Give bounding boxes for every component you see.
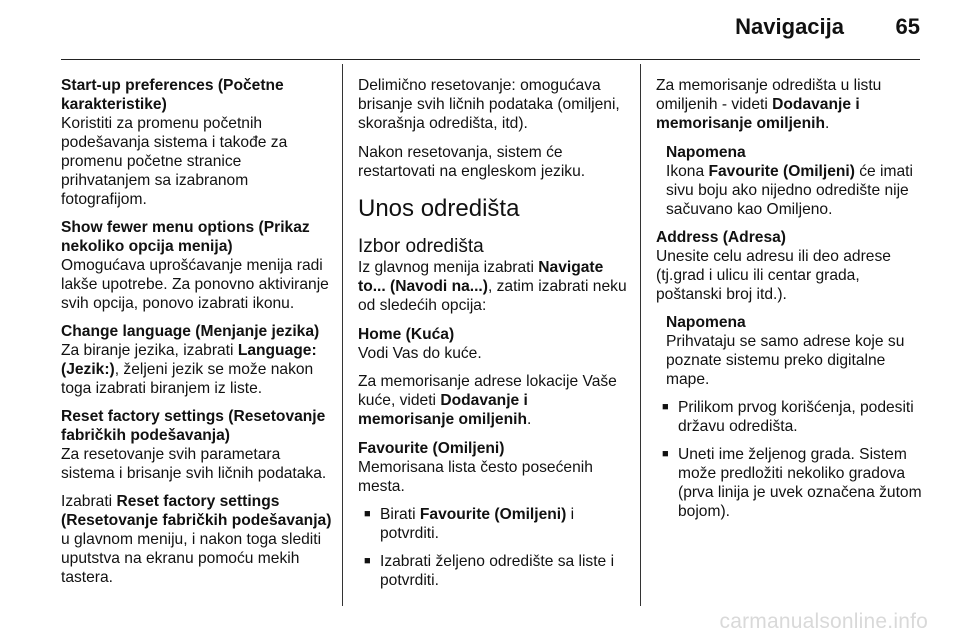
note-address — [666, 313, 924, 389]
favourite-section — [358, 439, 628, 496]
reset-body: Za resetovanje svih parametara sistema i brisanje svih ličnih podataka. — [61, 446, 327, 482]
reset-section — [61, 407, 333, 483]
home-body: Vodi Vas do kuće. — [358, 345, 482, 362]
watermark: carmanualsonline.info — [719, 610, 928, 633]
startup-section — [61, 76, 333, 209]
home-store-link: Dodavanje i memorisanje omiljenih — [358, 392, 528, 428]
fewer-options-body: Omogućava uprošćavanje menija radi lakše upotrebe. Za ponovno aktiviranje svih opcija, ponovo izabrati ikonu. — [61, 257, 329, 312]
bullet-square-icon: ■ — [662, 401, 669, 413]
favourite-body: Memorisana lista često posećenih mesta. — [358, 459, 593, 495]
language-body-bold: Language: (Jezik:) — [61, 342, 317, 378]
note2-body: Prihvataju se samo adrese koje su poznate sistemu preko digitalne mape. — [666, 333, 905, 388]
bullet-text: Izabrati željeno odredište sa liste i potvrditi. — [380, 553, 615, 589]
reset-instr-2: u glavnom meniju, i nakon toga slediti uputstva na ekranu pomoću mekih tastera. — [61, 531, 322, 586]
language-section — [61, 322, 333, 398]
language-title: Change language (Menjanje jezika) — [61, 323, 320, 340]
address-section — [656, 228, 924, 304]
note-favourite — [666, 143, 924, 219]
bullet-bold: Favourite (Omiljeni) — [419, 506, 567, 523]
list-item — [656, 445, 924, 521]
home-store-text — [358, 372, 628, 429]
language-body-1: Za biranje jezika, izabrati — [61, 342, 238, 359]
home-store-1: Za memorisanje adrese lokacije Vaše kuće, videti — [358, 373, 617, 409]
note1-bold: Favourite (Omiljeni) — [708, 163, 855, 180]
store-link: Dodavanje i memorisanje omiljenih — [656, 96, 860, 132]
section-heading: Unos odredišta — [358, 195, 520, 222]
reset-instr-1: Izabrati — [61, 493, 117, 510]
store-1: Za memorisanje odredišta u listu omiljenih - videti — [656, 77, 882, 113]
header-rule — [61, 59, 920, 60]
column-divider-2 — [640, 64, 641, 606]
list-item — [358, 505, 628, 543]
intro-text — [358, 258, 628, 315]
bullet-square-icon: ■ — [364, 555, 371, 567]
language-body-2: , željeni jezik se može nakon toga izabrati biranjem iz liste. — [61, 361, 314, 397]
intro-2: , zatim izabrati neku od sledećih opcija: — [358, 278, 627, 314]
startup-body: Koristiti za promenu početnih podešavanja sistema i takođe za promenu početne stranice prihvatanjem sa izabranom fotografijom. — [61, 115, 288, 208]
column-3 — [656, 76, 924, 530]
bullet-pre: Birati — [380, 506, 420, 523]
page-header-title: Navigacija — [735, 14, 844, 39]
note-title: Napomena — [666, 314, 746, 331]
home-title: Home (Kuća) — [358, 326, 455, 343]
store-favourite-text — [656, 76, 924, 133]
favourite-title: Favourite (Omiljeni) — [358, 440, 505, 457]
reset-instr-bold: Reset factory settings (Resetovanje fabričkih podešavanja) — [61, 493, 332, 529]
bullet-text: Prilikom prvog korišćenja, podesiti državu odredišta. — [678, 399, 914, 435]
list-item — [656, 398, 924, 436]
fewer-options-title: Show fewer menu options (Prikaz nekoliko opcija menija) — [61, 219, 310, 255]
address-body: Unesite celu adresu ili deo adrese (tj.grad i ulicu ili centar grada, poštanski broj itd.). — [656, 248, 891, 303]
column-2 — [358, 76, 628, 599]
home-store-2: . — [526, 411, 532, 428]
note-title: Napomena — [666, 144, 746, 161]
bullet-square-icon: ■ — [364, 508, 371, 520]
reset-title: Reset factory settings (Resetovanje fabričkih podešavanja) — [61, 408, 326, 444]
address-title: Address (Adresa) — [656, 229, 786, 246]
restart-text: Nakon resetovanja, sistem će restartovati na engleskom jeziku. — [358, 144, 586, 180]
intro-bold: Navigate to... (Navodi na...) — [358, 259, 604, 295]
intro-1: Iz glavnog menija izabrati — [358, 259, 539, 276]
startup-title: Start-up preferences (Početne karakteristike) — [61, 77, 284, 113]
fewer-options-section — [61, 218, 333, 313]
page-number: 65 — [895, 14, 920, 39]
column-1 — [61, 76, 333, 597]
note1-1: Ikona — [666, 163, 709, 180]
store-2: . — [824, 115, 830, 132]
list-item — [358, 552, 628, 590]
home-section — [358, 325, 628, 363]
bullet-post: i potvrditi. — [380, 506, 575, 542]
bullet-square-icon: ■ — [662, 448, 669, 460]
reset-instructions — [61, 492, 333, 587]
column-divider-1 — [342, 64, 343, 606]
subsection-heading: Izbor odredišta — [358, 236, 484, 257]
partial-reset-text: Delimično resetovanje: omogućava brisanje svih ličnih podataka (omiljeni, skorašnja odredišta, itd). — [358, 77, 620, 132]
note1-2: će imati sivu boju ako nijedno odredište nije sačuvano kao Omiljeno. — [666, 163, 913, 218]
bullet-text: Uneti ime željenog grada. Sistem može predložiti nekoliko gradova (prva linija je uvek označena žutom bojom). — [678, 446, 922, 520]
